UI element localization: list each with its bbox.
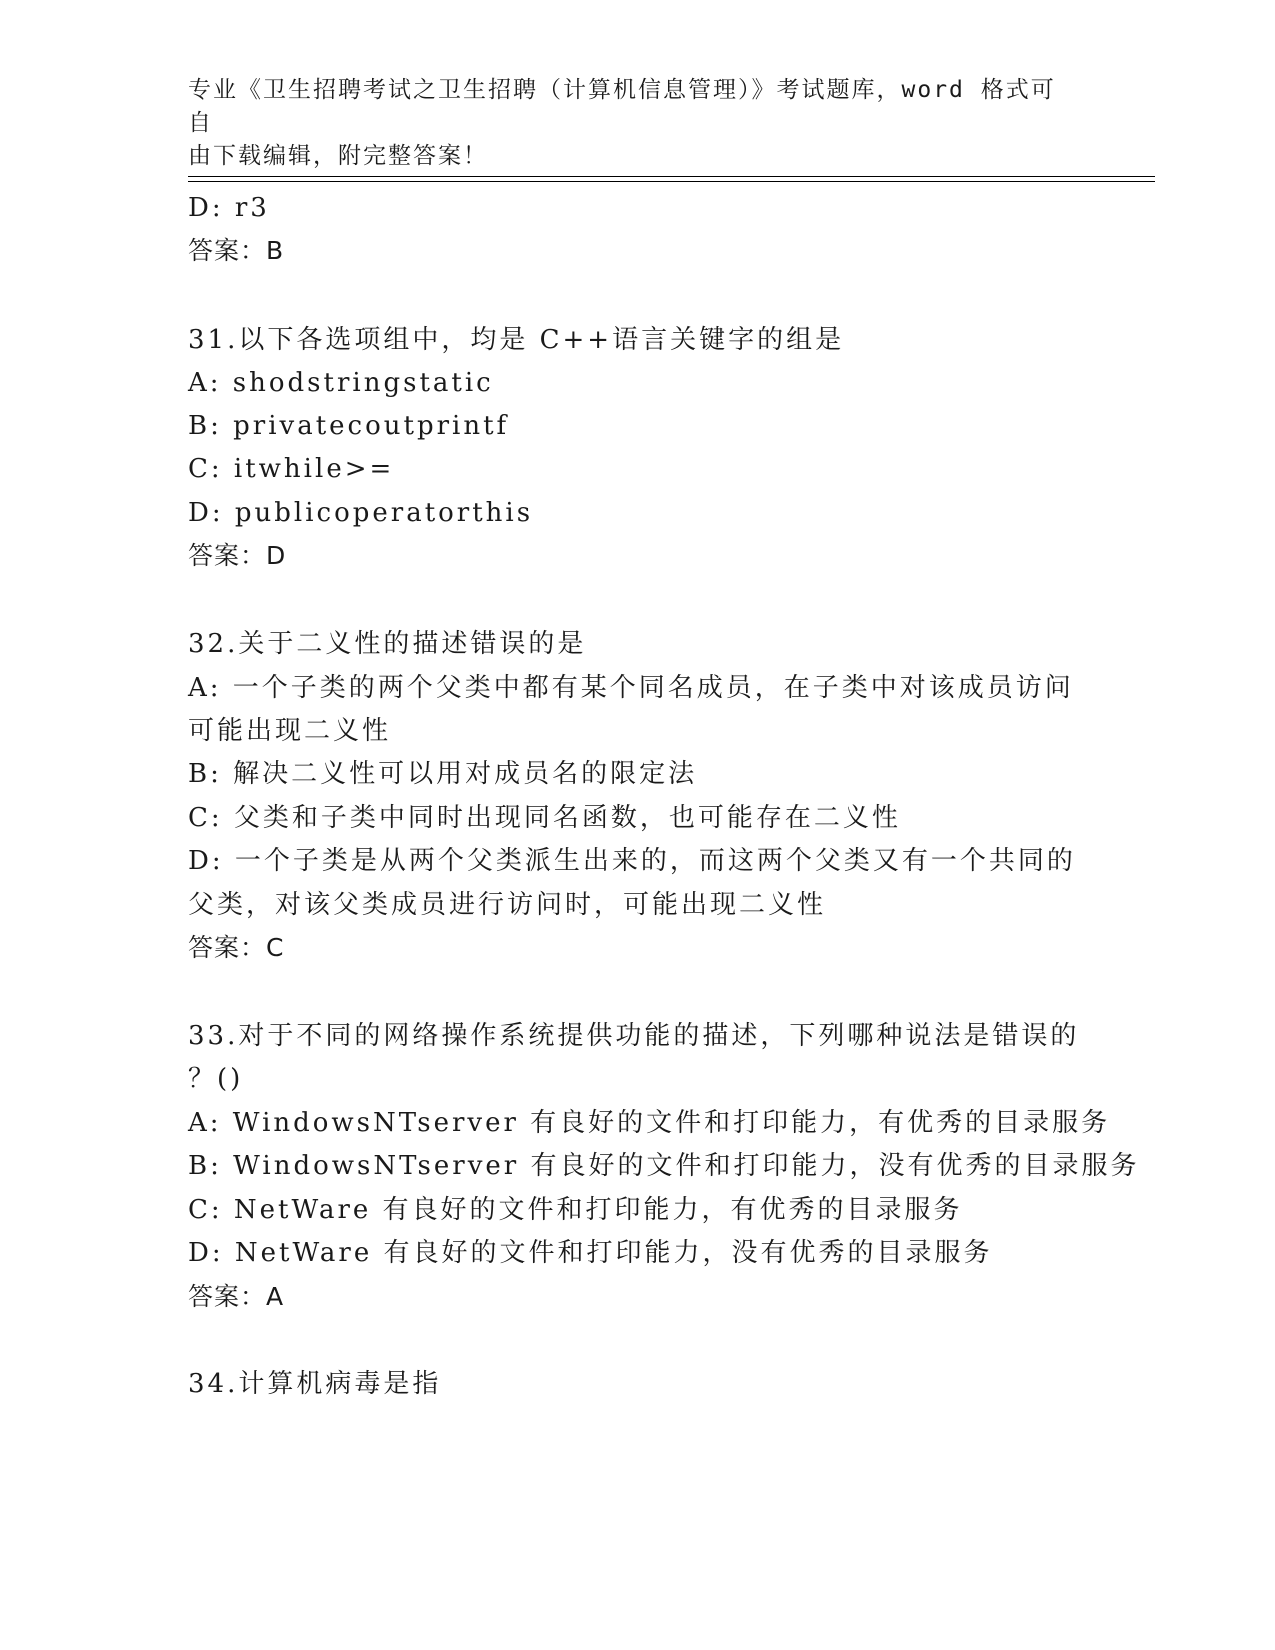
question-32-answer: 答案：C [188,933,285,962]
question-33-stem-cont: ？() [188,1064,244,1094]
question-33-stem: 33.对于不同的网络操作系统提供功能的描述，下列哪种说法是错误的 [188,1021,1080,1051]
header-line-1: 专业《卫生招聘考试之卫生招聘（计算机信息管理）》考试题库，word 格式可自 [188,77,1056,136]
question-32-option-d-cont: 父类，对该父类成员进行访问时，可能出现二义性 [188,890,827,920]
question-33-option-c: C: NetWare 有良好的文件和打印能力，有优秀的目录服务 [188,1195,963,1225]
question-33-answer: 答案：A [188,1282,285,1311]
header-divider-bottom [188,181,1155,182]
question-31-option-c: C: itwhile>= [188,454,395,484]
question-33-option-d: D: NetWare 有良好的文件和打印能力，没有优秀的目录服务 [188,1238,993,1268]
question-32-option-a: A: 一个子类的两个父类中都有某个同名成员，在子类中对该成员访问 [188,673,1074,703]
question-32-option-b: B: 解决二义性可以用对成员名的限定法 [188,759,698,789]
question-31-stem: 31.以下各选项组中，均是 C++语言关键字的组是 [188,325,845,355]
document-header [188,74,1068,173]
question-32-stem: 32.关于二义性的描述错误的是 [188,629,587,659]
prev-option-d: D: r3 [188,193,270,223]
prev-answer: 答案：B [188,236,285,265]
question-34-stem: 34.计算机病毒是指 [188,1369,442,1399]
question-31-option-a: A: shodstringstatic [188,368,494,398]
question-32-option-c: C: 父类和子类中同时出现同名函数，也可能存在二义性 [188,803,901,833]
question-31-option-d: D: publicoperatorthis [188,498,534,528]
question-32-option-d: D: 一个子类是从两个父类派生出来的，而这两个父类又有一个共同的 [188,846,1076,876]
question-33-option-b: B: WindowsNTserver 有良好的文件和打印能力，没有优秀的目录服务 [188,1151,1140,1181]
question-31-answer: 答案：D [188,541,287,570]
header-line-2: 由下载编辑，附完整答案！ [188,143,488,169]
question-31-option-b: B: privatecoutprintf [188,411,510,441]
question-33-option-a: A: WindowsNTserver 有良好的文件和打印能力，有优秀的目录服务 [188,1108,1111,1138]
header-divider-top [188,176,1155,177]
question-32-option-a-cont: 可能出现二义性 [188,716,392,746]
